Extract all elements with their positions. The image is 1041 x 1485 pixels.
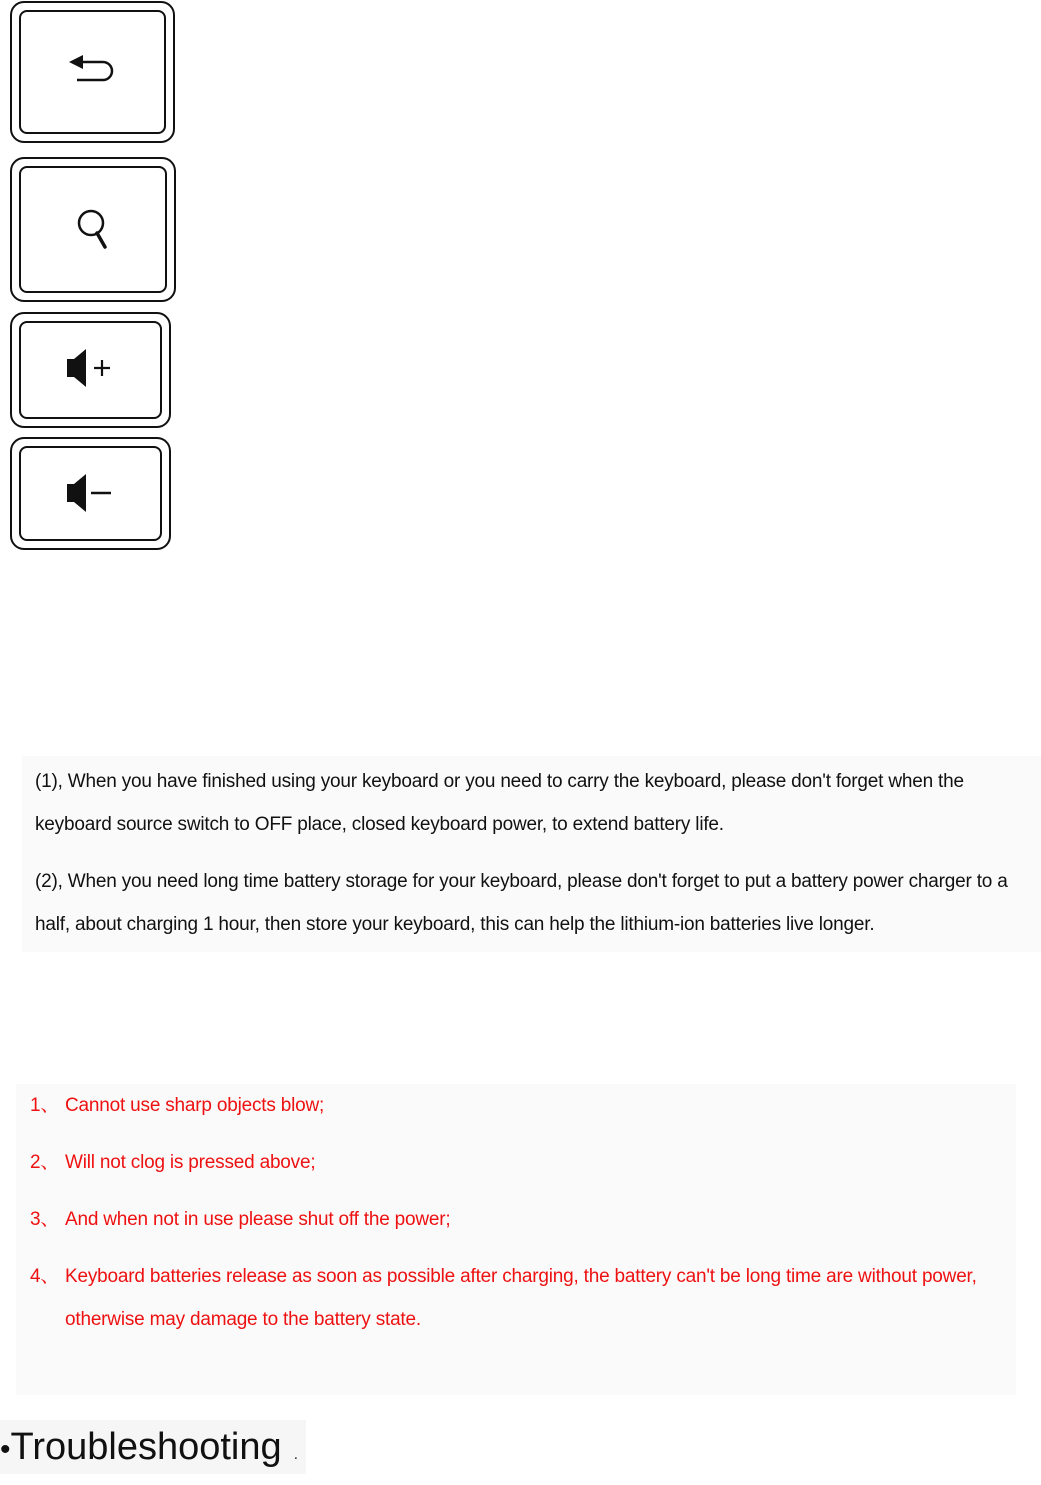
volume-up-icon (61, 345, 121, 395)
volume-down-icon (61, 469, 121, 519)
caution-list (16, 1084, 1016, 1395)
volume-up-key (10, 312, 171, 428)
heading-trail: . (293, 1446, 299, 1463)
volume-up-key-face (19, 321, 162, 419)
search-icon (71, 205, 115, 255)
search-key (10, 157, 176, 302)
volume-down-key-face (19, 446, 162, 541)
troubleshooting-heading (0, 1420, 306, 1474)
back-key-face (19, 10, 166, 134)
battery-notes (22, 756, 1041, 952)
caution-text: Will not clog is pressed above; (65, 1152, 316, 1173)
heading-title: Troubleshooting (10, 1426, 282, 1468)
caution-number: 1、 (30, 1095, 60, 1116)
volume-down-key (10, 437, 171, 550)
battery-note-2: (2), When you need long time battery storage for your keyboard, please don't forget to put a battery power charger to a half, about charging 1 hour, then store your keyboard, this can help the lithium-ion batteries live longer. (35, 871, 1008, 935)
caution-number: 3、 (30, 1209, 60, 1230)
caution-text: Keyboard batteries release as soon as possible after charging, the battery can't be long time are without power, otherwise may damage to the battery state. (65, 1266, 977, 1330)
caution-number: 4、 (30, 1266, 60, 1287)
back-key (10, 1, 175, 143)
caution-item-1 (16, 1084, 1016, 1127)
caution-item-2 (16, 1141, 1016, 1184)
caution-item-4 (16, 1255, 1016, 1341)
caution-item-3 (16, 1198, 1016, 1241)
battery-note-1: (1), When you have finished using your keyboard or you need to carry the keyboard, please don't forget when the keyboard source switch to OFF place, closed keyboard power, to extend battery life. (35, 771, 964, 835)
caution-number: 2、 (30, 1152, 60, 1173)
heading-bullet: • (0, 1433, 11, 1466)
search-key-face (19, 166, 167, 293)
caution-text: Cannot use sharp objects blow; (65, 1095, 325, 1116)
caution-text: And when not in use please shut off the power; (65, 1209, 451, 1230)
back-arrow-icon (63, 52, 123, 92)
